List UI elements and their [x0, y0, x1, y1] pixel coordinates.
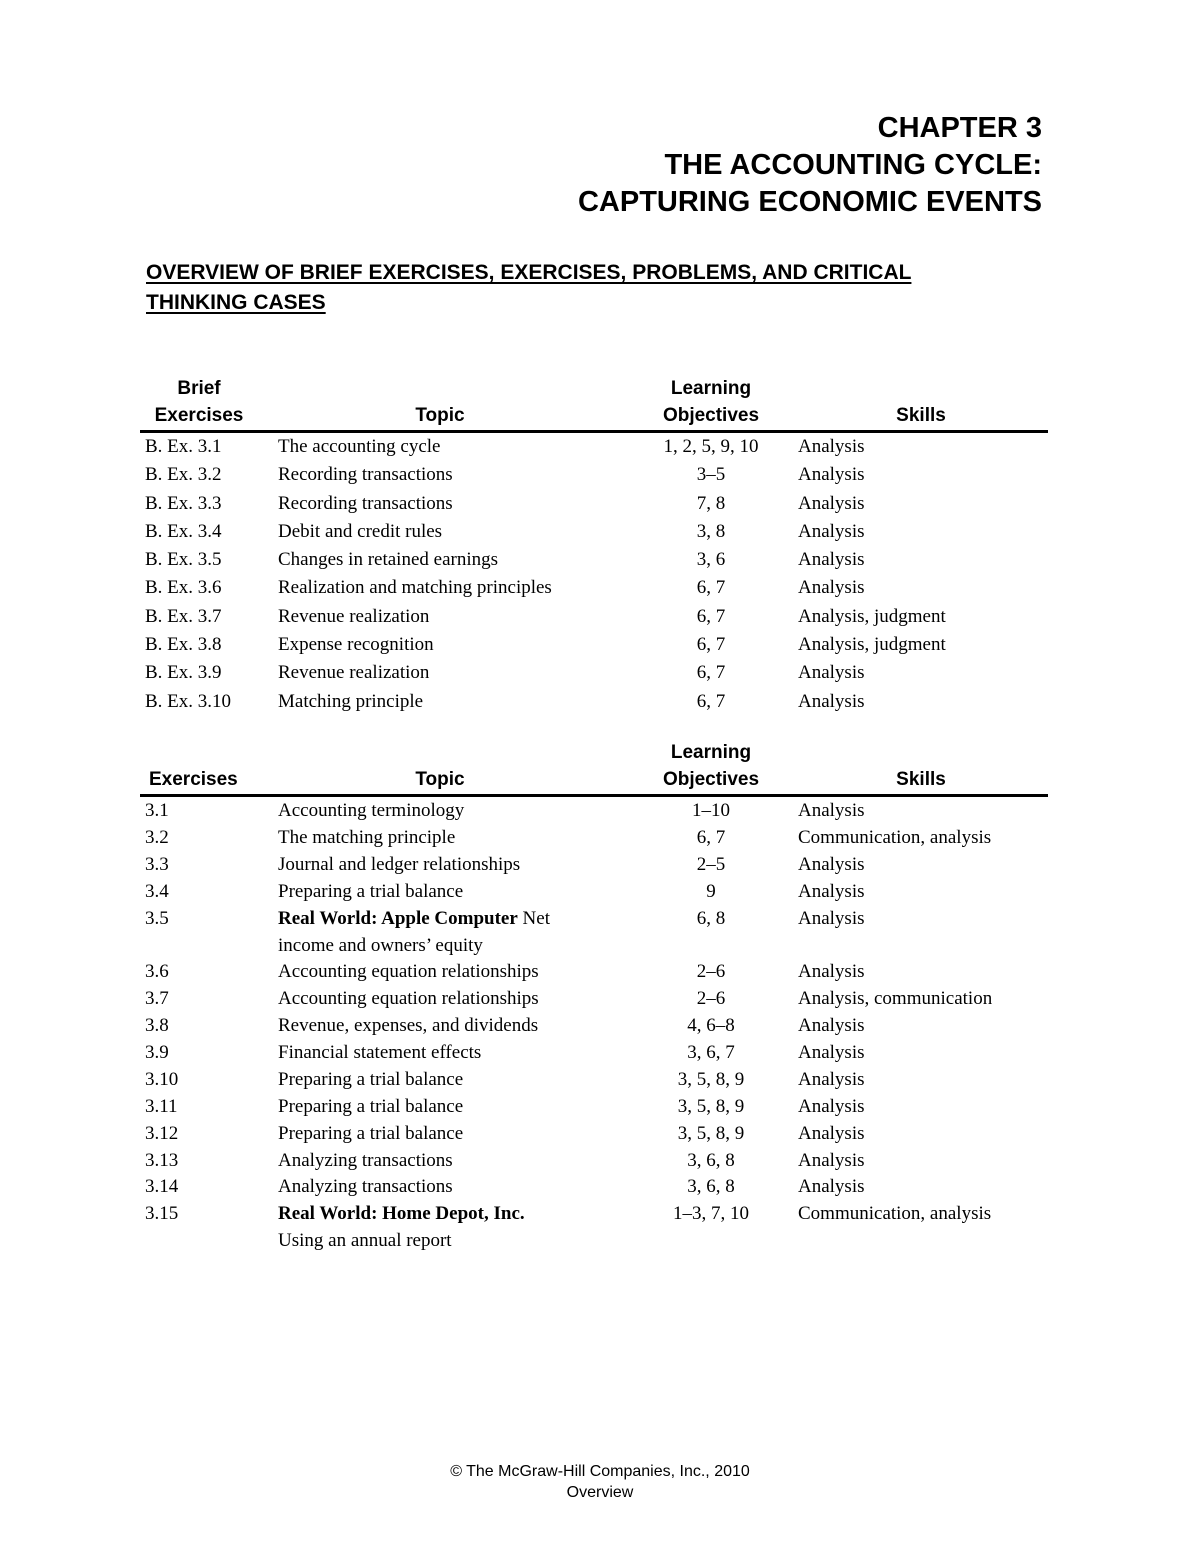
- exercises-header: [140, 738, 1048, 797]
- real-world-company: Real World: Home Depot, Inc.: [278, 1203, 525, 1225]
- exercise-id: 3.7: [145, 988, 169, 1010]
- chapter-title-line-1: THE ACCOUNTING CYCLE:: [664, 149, 1042, 181]
- table-row: [140, 958, 1048, 985]
- exercise-id: B. Ex. 3.5: [145, 549, 222, 571]
- chapter-title-line-2: CAPTURING ECONOMIC EVENTS: [577, 186, 1042, 218]
- learning-objectives: 6, 7: [696, 577, 726, 599]
- chapter-title: [578, 110, 1042, 221]
- table-row: [140, 659, 1048, 687]
- header-brief-label: Brief: [177, 378, 221, 399]
- exercise-id: B. Ex. 3.3: [145, 492, 222, 514]
- overview-heading-line-1: OVERVIEW OF BRIEF EXERCISES, EXERCISES, PROBLEMS, AND CRITICAL: [146, 261, 912, 284]
- exercise-id: 3.15: [145, 1203, 179, 1225]
- learning-objectives: 3–5: [696, 464, 726, 486]
- exercise-topic: [278, 905, 550, 959]
- table-row: [140, 603, 1048, 631]
- skills: Analysis: [798, 853, 865, 875]
- learning-objectives: 2–5: [696, 853, 726, 875]
- header-learning-objectives: [650, 375, 772, 429]
- skills: Analysis: [798, 464, 865, 486]
- exercise-id: B. Ex. 3.6: [145, 577, 222, 599]
- page-footer: [0, 1461, 1200, 1503]
- skills: Analysis: [798, 1015, 865, 1037]
- skills: Analysis: [798, 880, 865, 902]
- table-row: [140, 851, 1048, 878]
- skills: Analysis: [798, 577, 865, 599]
- learning-objectives: 7, 8: [696, 492, 726, 514]
- exercise-id: 3.4: [145, 880, 169, 902]
- exercise-topic: Financial statement effects: [278, 1042, 482, 1064]
- learning-objectives: 6, 7: [696, 605, 726, 627]
- exercise-topic: Revenue realization: [278, 605, 430, 627]
- table-row: [140, 574, 1048, 602]
- exercises-body: [140, 797, 1048, 1254]
- skills: Analysis: [798, 1095, 865, 1117]
- exercise-topic-line-1: [278, 905, 550, 932]
- real-world-company: Real World: Apple Computer: [278, 907, 518, 929]
- exercise-topic: Changes in retained earnings: [278, 549, 499, 571]
- exercise-topic: Debit and credit rules: [278, 520, 443, 542]
- exercise-id: B. Ex. 3.10: [145, 690, 232, 712]
- skills: Communication, analysis: [798, 826, 992, 848]
- exercise-id: 3.12: [145, 1122, 179, 1144]
- exercise-id: 3.1: [145, 800, 169, 821]
- exercise-topic: Matching principle: [278, 690, 424, 712]
- learning-objectives: 1–10: [692, 800, 730, 821]
- table-row: [140, 1093, 1048, 1120]
- exercise-topic: The matching principle: [278, 826, 456, 848]
- header-learning-label: Learning: [670, 378, 752, 399]
- exercise-topic-line-1: [278, 1200, 525, 1227]
- exercise-topic: [278, 1200, 525, 1254]
- header-brief-exercises: [149, 375, 249, 429]
- learning-objectives: 3, 6, 8: [687, 1176, 735, 1198]
- table-row: [140, 1066, 1048, 1093]
- skills: Analysis: [798, 436, 865, 457]
- exercise-topic: Preparing a trial balance: [278, 1068, 464, 1090]
- table-row: [140, 985, 1048, 1012]
- exercise-topic-line-2: income and owners’ equity: [278, 934, 483, 956]
- learning-objectives: 6, 7: [696, 690, 726, 712]
- table-row: [140, 797, 1048, 824]
- learning-objectives: 1, 2, 5, 9, 10: [663, 436, 759, 457]
- table-row: [140, 905, 1048, 959]
- exercise-id: 3.13: [145, 1149, 179, 1171]
- exercise-id: 3.14: [145, 1176, 179, 1198]
- skills: Analysis: [798, 961, 865, 983]
- exercise-id: B. Ex. 3.1: [145, 436, 222, 457]
- chapter-number: CHAPTER 3: [877, 112, 1042, 144]
- overview-heading: [146, 258, 1046, 318]
- exercise-id: B. Ex. 3.8: [145, 634, 222, 656]
- exercise-topic: Accounting equation relationships: [278, 988, 539, 1010]
- exercise-topic: Preparing a trial balance: [278, 880, 464, 902]
- skills: Communication, analysis: [798, 1203, 992, 1225]
- header-exercises: Exercises: [149, 769, 238, 790]
- learning-objectives: 6, 7: [696, 662, 726, 684]
- exercise-id: 3.6: [145, 961, 169, 983]
- exercise-id: 3.9: [145, 1042, 169, 1064]
- header-skills: Skills: [896, 405, 946, 426]
- skills: Analysis: [798, 492, 865, 514]
- exercise-topic-line-2: Using an annual report: [278, 1230, 452, 1252]
- table-row: [140, 688, 1048, 716]
- exercise-topic: Analyzing transactions: [278, 1176, 453, 1198]
- skills: Analysis: [798, 662, 865, 684]
- table-row: [140, 1039, 1048, 1066]
- exercise-topic: The accounting cycle: [278, 436, 441, 457]
- exercise-id: B. Ex. 3.4: [145, 520, 222, 542]
- learning-objectives: 9: [706, 880, 716, 902]
- table-row: [140, 490, 1048, 518]
- table-row: [140, 631, 1048, 659]
- learning-objectives: 2–6: [696, 961, 726, 983]
- exercise-topic: Analyzing transactions: [278, 1149, 453, 1171]
- table-row: [140, 1147, 1048, 1174]
- table-row: [140, 1200, 1048, 1254]
- header-learning-label: Learning: [670, 742, 752, 763]
- brief-exercises-body: [140, 433, 1048, 716]
- learning-objectives: 1–3, 7, 10: [673, 1203, 749, 1225]
- skills: Analysis, communication: [798, 988, 993, 1010]
- footer-section-label: Overview: [566, 1484, 634, 1501]
- overview-heading-line-2: THINKING CASES: [146, 291, 326, 314]
- skills: Analysis: [798, 520, 865, 542]
- skills: Analysis, judgment: [798, 634, 946, 656]
- skills: Analysis: [798, 1176, 865, 1198]
- exercise-id: 3.8: [145, 1015, 169, 1037]
- learning-objectives: 6, 7: [696, 634, 726, 656]
- table-row: [140, 546, 1048, 574]
- table-row: [140, 433, 1048, 461]
- skills: Analysis, judgment: [798, 605, 946, 627]
- exercise-topic: Accounting equation relationships: [278, 961, 539, 983]
- table-row: [140, 1012, 1048, 1039]
- table-row: [140, 878, 1048, 905]
- skills: Analysis: [798, 1149, 865, 1171]
- learning-objectives: 2–6: [696, 988, 726, 1010]
- copyright-notice: © The McGraw-Hill Companies, Inc., 2010: [450, 1463, 750, 1480]
- skills: Analysis: [798, 549, 865, 571]
- brief-exercises-header: [140, 374, 1048, 433]
- skills: Analysis: [798, 690, 865, 712]
- exercise-topic: Revenue, expenses, and dividends: [278, 1015, 539, 1037]
- exercise-topic: Preparing a trial balance: [278, 1122, 464, 1144]
- learning-objectives: 3, 5, 8, 9: [677, 1122, 745, 1144]
- brief-exercises-table: [140, 374, 1048, 716]
- learning-objectives: 3, 6: [696, 549, 726, 571]
- learning-objectives: 3, 6, 8: [687, 1149, 735, 1171]
- learning-objectives: 6, 7: [696, 826, 726, 848]
- header-objectives-label: Objectives: [662, 405, 760, 426]
- learning-objectives: 3, 8: [696, 520, 726, 542]
- exercise-id: 3.3: [145, 853, 169, 875]
- learning-objectives: 6, 8: [696, 907, 726, 929]
- exercises-table: [140, 738, 1048, 1254]
- skills: Analysis: [798, 1122, 865, 1144]
- exercise-id: B. Ex. 3.7: [145, 605, 222, 627]
- skills: Analysis: [798, 1042, 865, 1064]
- table-row: [140, 824, 1048, 851]
- exercise-id: B. Ex. 3.2: [145, 464, 222, 486]
- table-row: [140, 1120, 1048, 1147]
- exercise-topic: Expense recognition: [278, 634, 434, 656]
- table-row: [140, 461, 1048, 489]
- exercise-id: 3.10: [145, 1068, 179, 1090]
- table-row: [140, 1173, 1048, 1200]
- exercise-id: 3.5: [145, 907, 169, 929]
- learning-objectives: 3, 5, 8, 9: [677, 1095, 745, 1117]
- exercise-topic: Realization and matching principles: [278, 577, 552, 599]
- exercise-topic: Journal and ledger relationships: [278, 853, 521, 875]
- exercise-topic: Recording transactions: [278, 464, 453, 486]
- exercise-id: B. Ex. 3.9: [145, 662, 222, 684]
- header-exercises-label: Exercises: [154, 405, 244, 426]
- skills: Analysis: [798, 800, 865, 821]
- exercise-topic: Revenue realization: [278, 662, 430, 684]
- exercise-topic-rest: Net: [517, 907, 550, 929]
- table-row: [140, 518, 1048, 546]
- header-learning-objectives: [650, 739, 772, 793]
- exercise-id: 3.11: [145, 1095, 178, 1117]
- exercise-id: 3.2: [145, 826, 169, 848]
- learning-objectives: 3, 6, 7: [687, 1042, 735, 1064]
- learning-objectives: 3, 5, 8, 9: [677, 1068, 745, 1090]
- exercise-topic: Accounting terminology: [278, 800, 465, 821]
- header-topic: Topic: [415, 769, 465, 790]
- skills: Analysis: [798, 1068, 865, 1090]
- skills: Analysis: [798, 907, 865, 929]
- header-skills: Skills: [896, 769, 946, 790]
- learning-objectives: 4, 6–8: [687, 1015, 735, 1037]
- exercise-topic: Recording transactions: [278, 492, 453, 514]
- header-objectives-label: Objectives: [662, 769, 760, 790]
- header-topic: Topic: [415, 405, 465, 426]
- exercise-topic: Preparing a trial balance: [278, 1095, 464, 1117]
